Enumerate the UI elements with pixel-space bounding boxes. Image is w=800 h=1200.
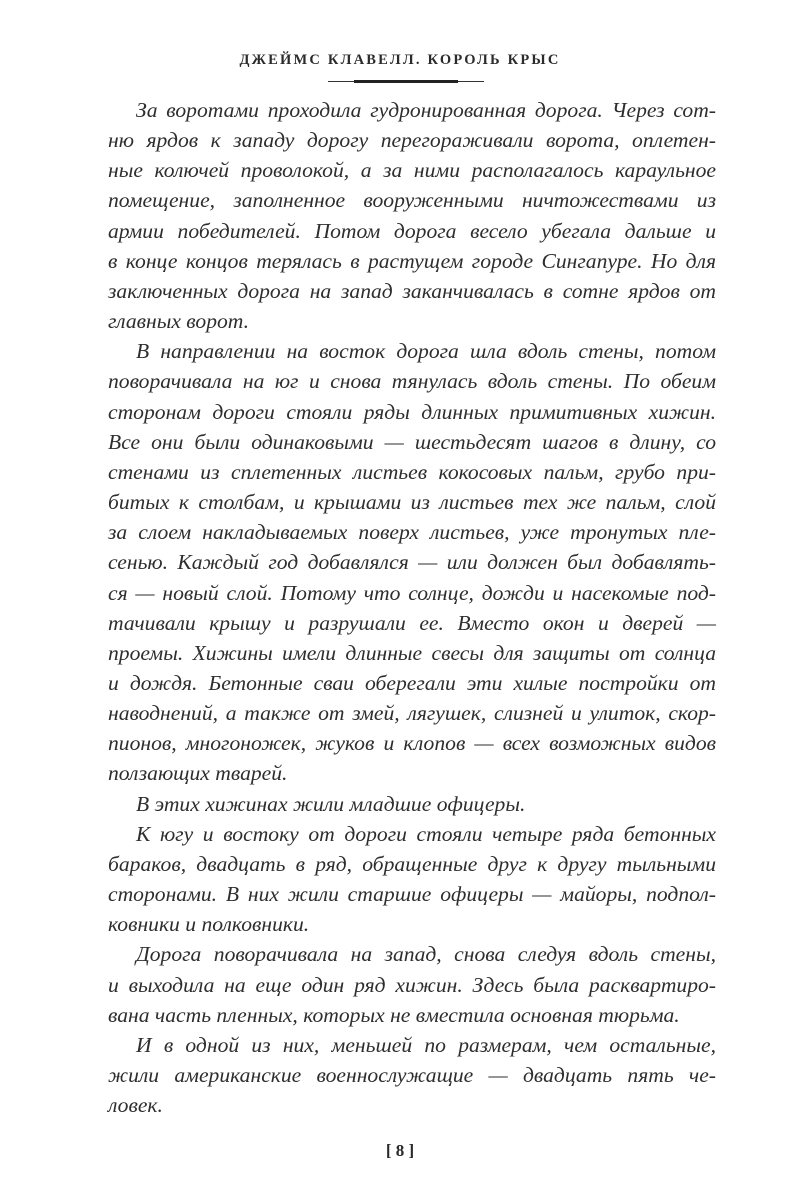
paragraph <box>108 95 716 336</box>
text-line: и выходила на еще один ряд хижин. Здесь была расквартиро- <box>108 972 716 997</box>
text-line: тачивали крышу и разрушали ее. Вместо окон и дверей — <box>108 610 716 635</box>
text-line: ловек. <box>108 1093 163 1118</box>
text-line: главных ворот. <box>108 309 250 334</box>
text-line: стенами из сплетенных листьев кокосовых пальм, грубо при- <box>108 459 716 484</box>
text-line: пионов, многоножек, жуков и клопов — всех возможных видов <box>108 731 716 756</box>
text-line: ковники и полковники. <box>108 912 310 937</box>
paragraph <box>108 1030 716 1120</box>
text-line: помещение, заполненное вооруженными ничтожествами из <box>108 188 716 213</box>
text-line: В направлении на восток дорога шла вдоль стены, потом <box>136 339 716 364</box>
paragraph <box>108 336 716 788</box>
running-head: ДЖЕЙМС КЛАВЕЛЛ. КОРОЛЬ КРЫС <box>239 52 561 68</box>
text-line: заключенных дорога на запад заканчивалась в сотне ярдов от <box>108 278 716 303</box>
text-line: К югу и востоку от дороги стояли четыре ряда бетонных <box>136 821 716 846</box>
text-line: в конце концов терялась в растущем городе Сингапуре. Но для <box>108 248 716 273</box>
text-line: Все они были одинаковыми — шестьдесят шагов в длину, со <box>108 429 716 454</box>
body-text <box>108 95 716 1120</box>
text-line: битых к столбам, и крышами из листьев тех же пальм, слой <box>108 490 716 515</box>
text-line: И в одной из них, меньшей по размерам, чем остальные, <box>136 1032 716 1057</box>
text-line: сенью. Каждый год добавлялся — или должен был добавлять- <box>108 550 716 575</box>
text-line: сторонам дороги стояли ряды длинных примитивных хижин. <box>108 399 716 424</box>
text-line: бараков, двадцать в ряд, обращенные друг к другу тыльными <box>108 851 716 876</box>
paragraph <box>108 939 716 1029</box>
text-line: ню ярдов к западу дорогу перегораживали ворота, оплетен- <box>108 128 716 153</box>
paragraph <box>108 819 716 940</box>
text-line: проемы. Хижины имели длинные свесы для защиты от солнца <box>108 640 716 665</box>
text-line: за слоем накладываемых поверх листьев, уже тронутых пле- <box>108 520 716 545</box>
page-number: [ 8 ] <box>385 1141 415 1161</box>
text-line: армии победителей. Потом дорога весело убегала дальше и <box>108 218 716 243</box>
text-line: ползающих тварей. <box>108 761 288 786</box>
paragraph <box>108 789 716 819</box>
header-rules <box>0 79 800 85</box>
text-line: поворачивала на юг и снова тянулась вдоль стены. По обеим <box>108 369 716 394</box>
text-line: жили американские военнослужащие — двадцать пять че- <box>108 1063 716 1087</box>
text-line: ные колючей проволокой, а за ними располагалось караульное <box>108 158 716 183</box>
text-line: ся — новый слой. Потому что солнце, дожди и насекомые под- <box>108 580 716 605</box>
text-line: Дорога поворачивала на запад, снова следуя вдоль стены, <box>136 942 716 967</box>
text-line: и дождя. Бетонные сваи оберегали эти хилые постройки от <box>108 670 716 695</box>
text-line: В этих хижинах жили младшие офицеры. <box>136 791 526 816</box>
text-line: наводнений, а также от змей, лягушек, слизней и улиток, скор- <box>108 701 716 726</box>
text-line: сторонами. В них жили старшие офицеры — майоры, подпол- <box>108 882 716 907</box>
text-line: За воротами проходила гудронированная дорога. Через сот- <box>136 98 716 122</box>
header-rule-accent <box>354 80 458 83</box>
text-line: вана часть пленных, которых не вместила основная тюрьма. <box>108 1002 680 1027</box>
